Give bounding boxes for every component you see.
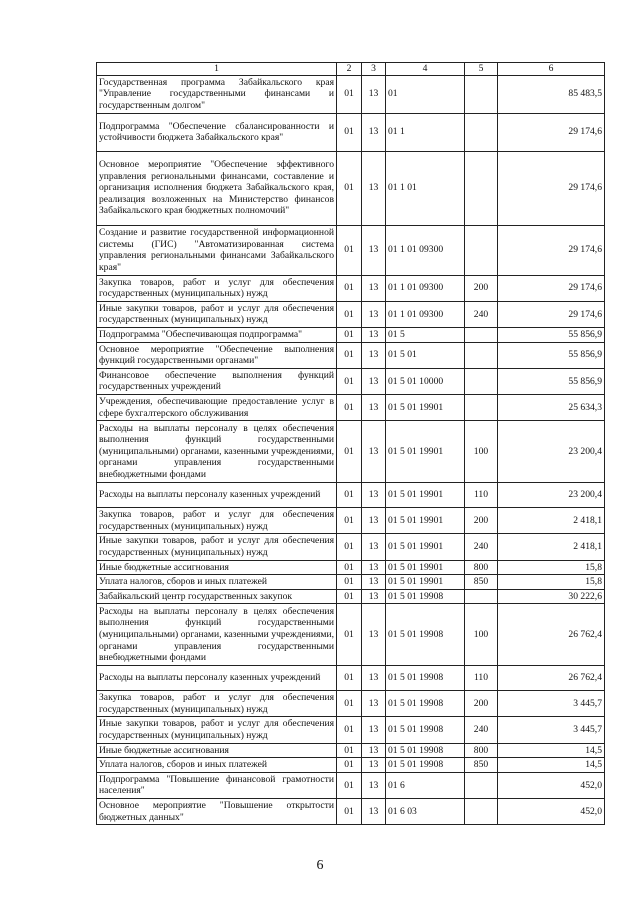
amount-cell: 55 856,9	[498, 368, 605, 394]
target-article-cell: 01 1 01 09300	[386, 275, 465, 301]
row-name-cell: Закупка товаров, работ и услуг для обеспечения государственных (муниципальных) нужд	[97, 508, 337, 534]
expense-type-cell: 200	[465, 691, 498, 717]
target-article-cell: 01 5 01 19901	[386, 508, 465, 534]
section-code-cell: 01	[337, 666, 362, 691]
amount-cell: 15,8	[498, 560, 605, 575]
expense-type-cell	[465, 342, 498, 368]
table-row	[97, 327, 605, 342]
expense-type-cell: 850	[465, 575, 498, 590]
section-code-cell: 01	[337, 75, 362, 113]
table-row	[97, 589, 605, 604]
section-code-cell: 01	[337, 534, 362, 560]
section-code-cell: 01	[337, 342, 362, 368]
amount-cell: 23 200,4	[498, 421, 605, 483]
amount-cell: 29 174,6	[498, 275, 605, 301]
expense-type-cell	[465, 772, 498, 798]
table-row	[97, 483, 605, 508]
target-article-cell: 01 5 01 19901	[386, 560, 465, 575]
table-row	[97, 691, 605, 717]
section-code-cell: 01	[337, 717, 362, 743]
subsection-code-cell: 13	[362, 327, 386, 342]
page-number: 6	[316, 858, 324, 873]
header-col-2: 2	[337, 63, 362, 76]
amount-cell: 55 856,9	[498, 342, 605, 368]
expense-type-cell: 110	[465, 483, 498, 508]
subsection-code-cell: 13	[362, 772, 386, 798]
target-article-cell: 01 1 01 09300	[386, 225, 465, 275]
target-article-cell: 01 5 01 19901	[386, 421, 465, 483]
table-row	[97, 604, 605, 666]
target-article-cell: 01 1	[386, 113, 465, 151]
target-article-cell: 01 5 01 19908	[386, 717, 465, 743]
target-article-cell: 01 5 01 19908	[386, 666, 465, 691]
row-name-cell: Иные бюджетные ассигнования	[97, 743, 337, 758]
subsection-code-cell: 13	[362, 151, 386, 225]
expense-type-cell	[465, 113, 498, 151]
table-row	[97, 368, 605, 394]
row-name-cell: Подпрограмма "Повышение финансовой грамотности населения"	[97, 772, 337, 798]
expense-type-cell: 800	[465, 743, 498, 758]
table-row	[97, 772, 605, 798]
amount-cell: 15,8	[498, 575, 605, 590]
subsection-code-cell: 13	[362, 113, 386, 151]
section-code-cell: 01	[337, 275, 362, 301]
row-name-cell: Расходы на выплаты персоналу в целях обеспечения выполнения функций государственными (муниципальными) органами, казенными учреждениями, органами управления государственными внебюджетными фондами	[97, 604, 337, 666]
subsection-code-cell: 13	[362, 342, 386, 368]
table-body	[97, 75, 605, 825]
table-row	[97, 743, 605, 758]
table-row	[97, 717, 605, 743]
header-col-5: 5	[465, 63, 498, 76]
target-article-cell: 01 6	[386, 772, 465, 798]
target-article-cell: 01 5 01 19901	[386, 483, 465, 508]
row-name-cell: Уплата налогов, сборов и иных платежей	[97, 575, 337, 590]
row-name-cell: Подпрограмма "Обеспечение сбалансированности и устойчивости бюджета Забайкальского края"	[97, 113, 337, 151]
expense-type-cell	[465, 799, 498, 825]
header-col-4: 4	[386, 63, 465, 76]
subsection-code-cell: 13	[362, 301, 386, 327]
row-name-cell: Забайкальский центр государственных закупок	[97, 589, 337, 604]
expense-type-cell	[465, 368, 498, 394]
section-code-cell: 01	[337, 508, 362, 534]
expense-type-cell: 240	[465, 534, 498, 560]
expense-type-cell: 110	[465, 666, 498, 691]
subsection-code-cell: 13	[362, 534, 386, 560]
target-article-cell: 01 5 01 19901	[386, 575, 465, 590]
amount-cell: 30 222,6	[498, 589, 605, 604]
section-code-cell: 01	[337, 758, 362, 773]
section-code-cell: 01	[337, 394, 362, 420]
section-code-cell: 01	[337, 589, 362, 604]
amount-cell: 29 174,6	[498, 151, 605, 225]
section-code-cell: 01	[337, 368, 362, 394]
expense-type-cell	[465, 327, 498, 342]
amount-cell: 2 418,1	[498, 508, 605, 534]
target-article-cell: 01 1 01	[386, 151, 465, 225]
table-row	[97, 421, 605, 483]
section-code-cell: 01	[337, 301, 362, 327]
subsection-code-cell: 13	[362, 508, 386, 534]
row-name-cell: Учреждения, обеспечивающие предоставление услуг в сфере бухгалтерского обслуживания	[97, 394, 337, 420]
subsection-code-cell: 13	[362, 604, 386, 666]
table-row	[97, 342, 605, 368]
expense-type-cell: 200	[465, 508, 498, 534]
header-col-3: 3	[362, 63, 386, 76]
section-code-cell: 01	[337, 151, 362, 225]
section-code-cell: 01	[337, 560, 362, 575]
amount-cell: 23 200,4	[498, 483, 605, 508]
subsection-code-cell: 13	[362, 691, 386, 717]
target-article-cell: 01 5	[386, 327, 465, 342]
table-row	[97, 666, 605, 691]
expense-type-cell	[465, 589, 498, 604]
subsection-code-cell: 13	[362, 275, 386, 301]
section-code-cell: 01	[337, 225, 362, 275]
expense-type-cell	[465, 151, 498, 225]
row-name-cell: Государственная программа Забайкальского края "Управление государственными финансами и государственным долгом"	[97, 75, 337, 113]
amount-cell: 29 174,6	[498, 225, 605, 275]
amount-cell: 452,0	[498, 799, 605, 825]
table-row	[97, 151, 605, 225]
subsection-code-cell: 13	[362, 421, 386, 483]
target-article-cell: 01 5 01 19901	[386, 534, 465, 560]
amount-cell: 55 856,9	[498, 327, 605, 342]
row-name-cell: Иные бюджетные ассигнования	[97, 560, 337, 575]
section-code-cell: 01	[337, 743, 362, 758]
expense-type-cell: 800	[465, 560, 498, 575]
table-row	[97, 113, 605, 151]
row-name-cell: Иные закупки товаров, работ и услуг для обеспечения государственных (муниципальных) нужд	[97, 534, 337, 560]
row-name-cell: Уплата налогов, сборов и иных платежей	[97, 758, 337, 773]
target-article-cell: 01 6 03	[386, 799, 465, 825]
target-article-cell: 01	[386, 75, 465, 113]
subsection-code-cell: 13	[362, 560, 386, 575]
expense-type-cell	[465, 75, 498, 113]
amount-cell: 3 445,7	[498, 717, 605, 743]
table-row	[97, 225, 605, 275]
amount-cell: 85 483,5	[498, 75, 605, 113]
target-article-cell: 01 5 01 19908	[386, 589, 465, 604]
table-row	[97, 534, 605, 560]
section-code-cell: 01	[337, 604, 362, 666]
section-code-cell: 01	[337, 799, 362, 825]
header-col-6: 6	[498, 63, 605, 76]
target-article-cell: 01 5 01 19908	[386, 691, 465, 717]
target-article-cell: 01 5 01 19908	[386, 758, 465, 773]
subsection-code-cell: 13	[362, 743, 386, 758]
row-name-cell: Закупка товаров, работ и услуг для обеспечения государственных (муниципальных) нужд	[97, 275, 337, 301]
amount-cell: 452,0	[498, 772, 605, 798]
table-row	[97, 301, 605, 327]
row-name-cell: Основное мероприятие "Обеспечение эффективного управления региональными финансами, составление и организация исполнения бюджета Забайкальского края, реализация возложенных на Министерство финансов Забайкальского края бюджетных полномочий"	[97, 151, 337, 225]
table-row	[97, 394, 605, 420]
amount-cell: 25 634,3	[498, 394, 605, 420]
table-row	[97, 758, 605, 773]
amount-cell: 26 762,4	[498, 666, 605, 691]
target-article-cell: 01 1 01 09300	[386, 301, 465, 327]
table-row	[97, 75, 605, 113]
row-name-cell: Расходы на выплаты персоналу казенных учреждений	[97, 666, 337, 691]
expense-type-cell: 100	[465, 421, 498, 483]
target-article-cell: 01 5 01	[386, 342, 465, 368]
subsection-code-cell: 13	[362, 799, 386, 825]
row-name-cell: Иные закупки товаров, работ и услуг для обеспечения государственных (муниципальных) нужд	[97, 301, 337, 327]
expense-type-cell	[465, 225, 498, 275]
row-name-cell: Основное мероприятие "Повышение открытости бюджетных данных"	[97, 799, 337, 825]
expense-type-cell: 240	[465, 717, 498, 743]
row-name-cell: Закупка товаров, работ и услуг для обеспечения государственных (муниципальных) нужд	[97, 691, 337, 717]
subsection-code-cell: 13	[362, 589, 386, 604]
section-code-cell: 01	[337, 421, 362, 483]
table-row	[97, 275, 605, 301]
budget-table	[96, 62, 605, 825]
section-code-cell: 01	[337, 483, 362, 508]
expense-type-cell: 200	[465, 275, 498, 301]
amount-cell: 3 445,7	[498, 691, 605, 717]
row-name-cell: Создание и развитие государственной информационной системы (ГИС) "Автоматизированная система управления региональными финансами Забайкальского края"	[97, 225, 337, 275]
section-code-cell: 01	[337, 327, 362, 342]
subsection-code-cell: 13	[362, 394, 386, 420]
amount-cell: 26 762,4	[498, 604, 605, 666]
amount-cell: 29 174,6	[498, 113, 605, 151]
section-code-cell: 01	[337, 113, 362, 151]
target-article-cell: 01 5 01 19908	[386, 743, 465, 758]
subsection-code-cell: 13	[362, 483, 386, 508]
amount-cell: 2 418,1	[498, 534, 605, 560]
amount-cell: 14,5	[498, 758, 605, 773]
subsection-code-cell: 13	[362, 75, 386, 113]
row-name-cell: Иные закупки товаров, работ и услуг для обеспечения государственных (муниципальных) нужд	[97, 717, 337, 743]
table-row	[97, 799, 605, 825]
expense-type-cell	[465, 394, 498, 420]
table-row	[97, 508, 605, 534]
target-article-cell: 01 5 01 10000	[386, 368, 465, 394]
subsection-code-cell: 13	[362, 758, 386, 773]
header-row	[97, 63, 605, 76]
subsection-code-cell: 13	[362, 666, 386, 691]
subsection-code-cell: 13	[362, 575, 386, 590]
section-code-cell: 01	[337, 575, 362, 590]
subsection-code-cell: 13	[362, 368, 386, 394]
row-name-cell: Подпрограмма "Обеспечивающая подпрограмма"	[97, 327, 337, 342]
section-code-cell: 01	[337, 772, 362, 798]
amount-cell: 29 174,6	[498, 301, 605, 327]
amount-cell: 14,5	[498, 743, 605, 758]
row-name-cell: Расходы на выплаты персоналу в целях обеспечения выполнения функций государственными (муниципальными) органами, казенными учреждениями, органами управления государственными внебюджетными фондами	[97, 421, 337, 483]
table-row	[97, 560, 605, 575]
row-name-cell: Финансовое обеспечение выполнения функций государственных учреждений	[97, 368, 337, 394]
table-row	[97, 575, 605, 590]
subsection-code-cell: 13	[362, 225, 386, 275]
subsection-code-cell: 13	[362, 717, 386, 743]
row-name-cell: Основное мероприятие "Обеспечение выполнения функций государственными органами"	[97, 342, 337, 368]
expense-type-cell: 850	[465, 758, 498, 773]
row-name-cell: Расходы на выплаты персоналу казенных учреждений	[97, 483, 337, 508]
expense-type-cell: 100	[465, 604, 498, 666]
section-code-cell: 01	[337, 691, 362, 717]
expense-type-cell: 240	[465, 301, 498, 327]
target-article-cell: 01 5 01 19901	[386, 394, 465, 420]
header-col-1: 1	[97, 63, 337, 76]
target-article-cell: 01 5 01 19908	[386, 604, 465, 666]
